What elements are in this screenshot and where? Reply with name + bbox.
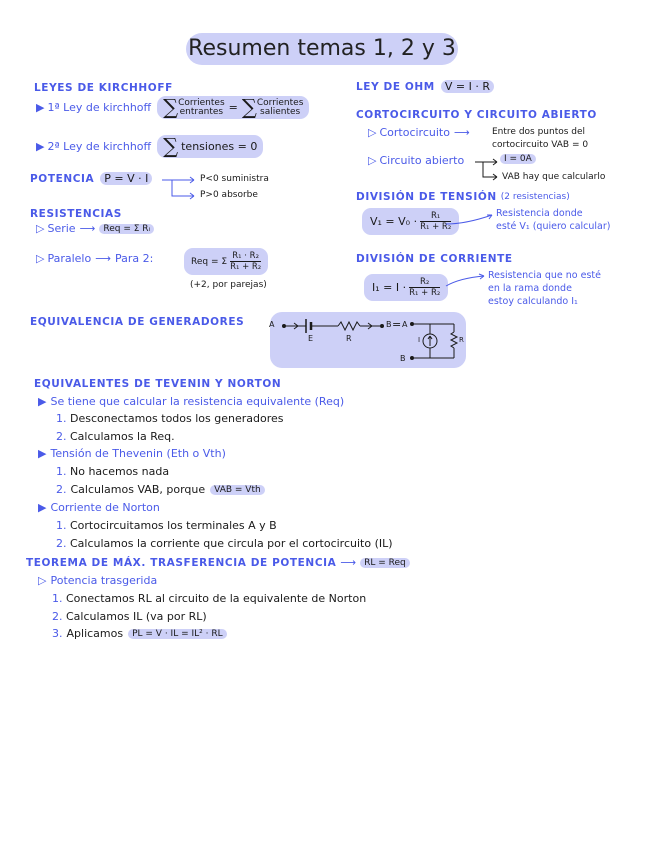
step-number: 3. bbox=[52, 627, 63, 640]
sigma-icon: ∑ bbox=[163, 134, 179, 158]
max-power-step-3: 3. Aplicamos PL = V · IL = IL² · RL bbox=[52, 627, 227, 640]
arrow-long-icon: ⟶ bbox=[453, 126, 470, 139]
max-power-subtitle: Potencia trasgerida bbox=[50, 574, 158, 587]
open-label: Circuito abierto bbox=[379, 154, 465, 167]
arrow-long-icon: ⟶ bbox=[340, 556, 357, 569]
law1-equals: = bbox=[228, 101, 238, 114]
arrow-right-icon: ▶ bbox=[38, 447, 47, 460]
current-div-fraction: $\frac{\text{R₂}}{\text{R₁ + R₂}}$ bbox=[409, 277, 441, 298]
current-div-formula bbox=[364, 274, 448, 301]
thevenin-heading: EQUIVALENTES DE TEVENIN Y NORTON bbox=[34, 378, 282, 390]
current-div-heading: DIVISIÓN DE CORRIENTE bbox=[356, 253, 513, 265]
voltage-div-fraction: $\frac{\text{R₁}}{\text{R₁ + R₂}}$ bbox=[420, 211, 452, 232]
norton-step-2: 2. Calculamos la corriente que circula por el cortocircuito (IL) bbox=[56, 537, 393, 550]
law1-label: 1ª Ley de kirchhoff bbox=[47, 101, 152, 114]
short-desc-2: cortocircuito VAB = 0 bbox=[492, 140, 589, 150]
req-step-2: 2. Calculamos la Req. bbox=[56, 430, 175, 443]
potencia-case-1: P<0 suministra bbox=[200, 174, 269, 184]
short-open-heading: CORTOCIRCUITO Y CIRCUITO ABIERTO bbox=[356, 109, 597, 121]
paralelo-formula bbox=[184, 248, 268, 275]
arrow-right-icon: ▷ bbox=[38, 574, 47, 587]
step-number: 1. bbox=[56, 519, 67, 532]
vth-step-1: 1. No hacemos nada bbox=[56, 465, 170, 478]
voltage-div-note: (2 resistencias) bbox=[500, 192, 570, 202]
law2-label: 2ª Ley de kirchhoff bbox=[47, 140, 152, 153]
voltage-div-arrow bbox=[446, 212, 496, 226]
current-div-desc-2: en la rama donde bbox=[488, 283, 572, 294]
kirchhoff-law1 bbox=[36, 96, 309, 119]
generadores-heading: EQUIVALENCIA DE GENERADORES bbox=[30, 316, 245, 328]
para2-label: Para 2: bbox=[115, 252, 154, 265]
arrow-right-icon: ▶ bbox=[38, 501, 47, 514]
step-number: 1. bbox=[52, 592, 63, 605]
arrow-right-icon: ▶ bbox=[36, 140, 45, 153]
paralelo-label: Paralelo bbox=[47, 252, 92, 265]
voltage-div-desc-1: Resistencia donde bbox=[496, 208, 583, 219]
req-title: Se tiene que calcular la resistencia equivalente (Req) bbox=[50, 395, 345, 408]
serie-label: Serie bbox=[47, 222, 76, 235]
law1-right-term: Corrientes salientes bbox=[256, 97, 304, 117]
arrow-long-icon: ⟶ bbox=[95, 252, 112, 265]
sigma-icon: ∑ bbox=[241, 95, 257, 119]
step-number: 2. bbox=[56, 537, 67, 550]
arrow-right-icon: ▷ bbox=[36, 222, 45, 235]
vth-title: Tensión de Thevenin (Eth o Vth) bbox=[50, 447, 226, 460]
gen-equals: = bbox=[392, 318, 402, 331]
gen-norton-node-b: B bbox=[400, 354, 406, 363]
kirchhoff-heading: LEYES DE KIRCHHOFF bbox=[34, 82, 173, 94]
gen-norton-label-r: R bbox=[459, 336, 464, 344]
ohm-heading: LEY DE OHM bbox=[356, 80, 435, 93]
law1-left-term: Corrientes entrantes bbox=[178, 97, 225, 117]
paralelo-lhs: Req = Σ bbox=[191, 256, 228, 267]
voltage-div-lhs: V₁ = V₀ · bbox=[370, 215, 418, 228]
ohm-formula: V = I · R bbox=[441, 80, 494, 93]
current-div-lhs: I₁ = I · bbox=[372, 281, 407, 294]
step-number: 1. bbox=[56, 412, 67, 425]
max-power-formula: PL = V · IL = IL² · RL bbox=[128, 629, 227, 639]
kirchhoff-law2 bbox=[36, 135, 263, 158]
vth-step-2: 2. Calculamos VAB, porque VAB = Vth bbox=[56, 483, 265, 496]
potencia-formula: P = V · I bbox=[100, 172, 152, 185]
max-power-step-2: 2. Calculamos IL (va por RL) bbox=[52, 610, 207, 623]
potencia-heading: POTENCIA bbox=[30, 172, 95, 185]
generator-norton-circuit bbox=[408, 316, 464, 366]
open-circuit-row bbox=[368, 154, 464, 167]
arrow-right-icon: ▶ bbox=[36, 101, 45, 114]
voltage-div-heading-row bbox=[356, 191, 570, 203]
gen-node-b: B bbox=[386, 320, 392, 329]
resistencias-heading: RESISTENCIAS bbox=[30, 208, 122, 220]
arrow-right-icon: ▷ bbox=[368, 154, 377, 167]
sigma-icon: ∑ bbox=[163, 95, 179, 119]
current-div-desc-1: Resistencia que no esté bbox=[488, 270, 601, 281]
serie-row bbox=[36, 222, 154, 235]
generator-series-circuit bbox=[276, 318, 392, 344]
short-label: Cortocircuito bbox=[379, 126, 450, 139]
current-div-desc-3: estoy calculando I₁ bbox=[488, 296, 578, 307]
arrow-right-icon: ▷ bbox=[36, 252, 45, 265]
arrow-long-icon: ⟶ bbox=[79, 222, 96, 235]
max-power-subtitle-row bbox=[38, 574, 157, 587]
paralelo-note: (+2, por parejas) bbox=[190, 280, 267, 290]
potencia-row bbox=[30, 172, 152, 185]
arrow-right-icon: ▶ bbox=[38, 395, 47, 408]
page-title: Resumen temas 1, 2 y 3 bbox=[188, 36, 456, 61]
step-number: 2. bbox=[56, 430, 67, 443]
norton-title-row bbox=[38, 501, 160, 514]
max-power-heading-row bbox=[26, 556, 410, 569]
norton-step-1: 1. Cortocircuitamos los terminales A y B bbox=[56, 519, 277, 532]
voltage-div-heading: DIVISIÓN DE TENSIÓN bbox=[356, 191, 497, 203]
ohm-section bbox=[356, 80, 494, 93]
step-number: 2. bbox=[56, 483, 67, 496]
potencia-case-2: P>0 absorbe bbox=[200, 190, 258, 200]
short-desc-1: Entre dos puntos del bbox=[492, 127, 586, 137]
norton-title: Corriente de Norton bbox=[50, 501, 160, 514]
law2-formula bbox=[157, 135, 263, 158]
step-number: 2. bbox=[52, 610, 63, 623]
req-step-1: 1. Desconectamos todos los generadores bbox=[56, 412, 284, 425]
step-number: 1. bbox=[56, 465, 67, 478]
serie-formula: Req = Σ Rᵢ bbox=[99, 224, 154, 234]
voltage-div-formula bbox=[362, 208, 459, 235]
gen-node-a: A bbox=[269, 320, 275, 329]
paralelo-fraction: $\frac{\text{R₁ · R₂}}{\text{R₁ + R₂}}$ bbox=[230, 251, 262, 272]
law1-formula bbox=[157, 96, 309, 119]
arrow-right-icon: ▷ bbox=[368, 126, 377, 139]
gen-label-e: E bbox=[308, 334, 314, 343]
open-result-voltage: VAB hay que calcularlo bbox=[502, 172, 606, 182]
max-power-heading: TEOREMA DE MÁX. TRASFERENCIA DE POTENCIA bbox=[26, 556, 337, 569]
gen-label-r: R bbox=[346, 334, 352, 343]
voltage-div-desc-2: esté V₁ (quiero calcular) bbox=[496, 221, 611, 232]
gen-norton-label-i: I bbox=[418, 336, 421, 344]
current-div-arrow bbox=[446, 272, 488, 288]
gen-norton-node-a: A bbox=[402, 320, 408, 329]
law2-expr: tensiones = 0 bbox=[181, 140, 258, 153]
max-power-condition: RL = Req bbox=[360, 558, 410, 568]
potencia-arrows bbox=[162, 178, 198, 200]
vth-title-row bbox=[38, 447, 226, 460]
req-title-row bbox=[38, 395, 344, 408]
vth-highlight: VAB = Vth bbox=[210, 485, 265, 495]
short-circuit-row bbox=[368, 126, 474, 139]
paralelo-row bbox=[36, 252, 153, 265]
max-power-step-1: 1. Conectamos RL al circuito de la equivalente de Norton bbox=[52, 592, 367, 605]
open-result-current: I = 0A bbox=[500, 154, 536, 164]
